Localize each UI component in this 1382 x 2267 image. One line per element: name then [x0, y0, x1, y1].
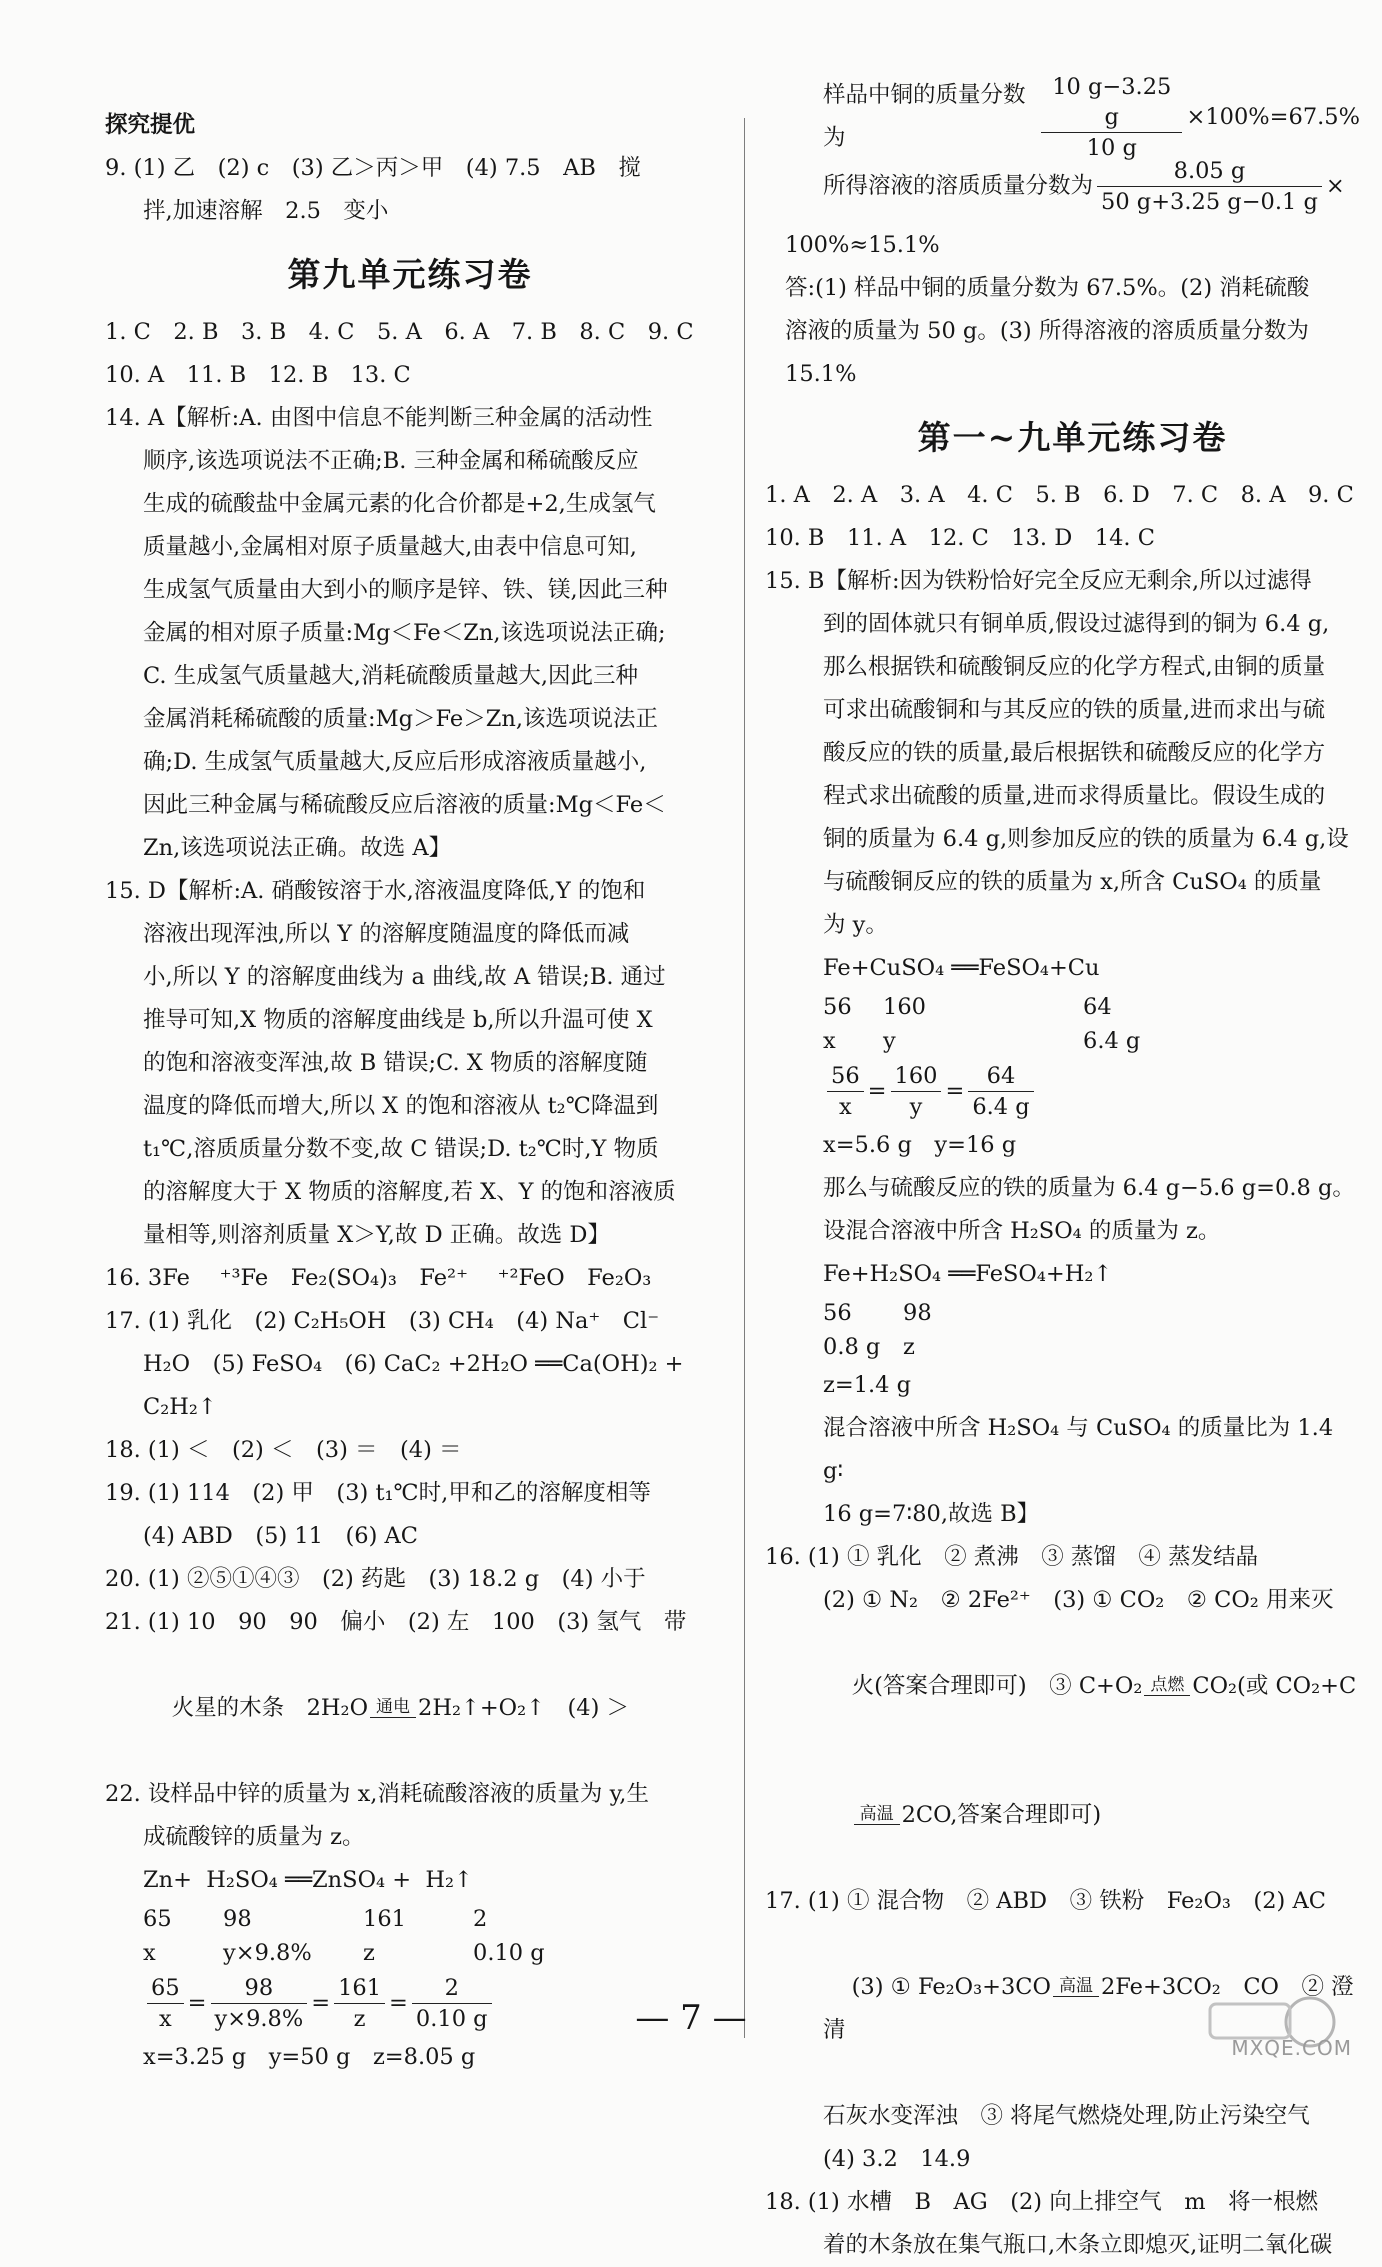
- q16-line: 16. (1) ① 乳化 ② 煮沸 ③ 蒸馏 ④ 蒸发结晶: [765, 1544, 1259, 1570]
- q15-line: 15. D【解析:A. 硝酸铵溶于水,溶液温度降低,Y 的饱和: [105, 878, 646, 904]
- watermark-text: MXQE.COM: [1231, 2036, 1352, 2060]
- fraction: [1041, 72, 1182, 163]
- fraction: [827, 1061, 864, 1122]
- q15-line: 那么根据铁和硫酸铜反应的化学方程式,由铜的质量: [823, 654, 1326, 680]
- q16-text: 2CO,答案合理即可): [901, 1802, 1102, 1828]
- answer-line: 溶液的质量为 50 g。(3) 所得溶液的溶质质量分数为: [785, 318, 1309, 344]
- q16-text: CO₂(或 CO₂+C: [1192, 1673, 1357, 1699]
- reaction-condition-text: 通电: [370, 1697, 416, 1718]
- copper-text: 样品中铜的质量分数为: [823, 82, 1026, 151]
- q17-text: 2Fe+3CO₂ CO ② 澄清: [823, 1974, 1354, 2043]
- mc-answers-line-1: 1. A 2. A 3. A 4. C 5. B 6. D 7. C 8. A 9. C: [765, 482, 1354, 508]
- mass-cell: 64: [1083, 994, 1112, 1020]
- q14-line: 确;D. 生成氢气质量越大,反应后形成溶液质量越小,: [143, 749, 647, 775]
- q17-line: 17. (1) ① 混合物 ② ABD ③ 铁粉 Fe₂O₃ (2) AC: [765, 1888, 1326, 1914]
- fraction: [891, 1061, 942, 1122]
- mid-line: 设混合溶液中所含 H₂SO₄ 的质量为 z。: [823, 1218, 1221, 1244]
- reaction-condition-text: 点燃: [1144, 1675, 1190, 1696]
- q14-line: C. 生成氢气质量越大,消耗硫酸质量越大,因此三种: [143, 663, 639, 689]
- unknown-cell: y×9.8%: [223, 1940, 312, 1966]
- reaction-condition: [1144, 1675, 1190, 1708]
- eq1-unknown-row: [785, 1024, 1360, 1058]
- q19-line: 19. (1) 114 (2) 甲 (3) t₁℃时,甲和乙的溶解度相等: [105, 1480, 651, 1506]
- unknown-cell: x: [143, 1940, 156, 1966]
- equation-2: Fe+H₂SO₄ ══FeSO₄+H₂↑: [823, 1261, 1113, 1287]
- q15-line: 溶液出现浑浊,所以 Y 的溶解度随温度的降低而减: [143, 921, 630, 947]
- numerator: 161: [334, 1973, 385, 2004]
- unknown-cell: y: [883, 1028, 896, 1054]
- fraction: [968, 1061, 1033, 1122]
- q15-line: 小,所以 Y 的溶解度曲线为 a 曲线,故 A 错误;B. 通过: [143, 964, 666, 990]
- q9-line-2: 拌,加速溶解 2.5 变小: [143, 198, 389, 224]
- copper-fraction-line: [785, 73, 1360, 161]
- q15-line: 程式求出硫酸的质量,进而求得质量比。假设生成的: [823, 783, 1326, 809]
- q17-line: 石灰水变浑浊 ③ 将尾气燃烧处理,防止污染空气: [823, 2103, 1310, 2129]
- denominator: x: [838, 1093, 852, 1120]
- q17-line: 17. (1) 乳化 (2) C₂H₅OH (3) CH₄ (4) Na⁺ Cl⁻: [105, 1308, 660, 1334]
- numerator: 56: [827, 1061, 864, 1092]
- q18-line: 18. (1) 水槽 B AG (2) 向上排空气 m 将一根燃: [765, 2189, 1319, 2215]
- q15-line: 为 y。: [823, 912, 888, 938]
- q16-text: 火(答案合理即可) ③ C+O₂: [851, 1673, 1143, 1699]
- mc-answers-line-1: 1. C 2. B 3. B 4. C 5. A 6. A 7. B 8. C 9. C: [105, 319, 694, 345]
- ratio-line: 16 g=7∶80,故选 B】: [823, 1501, 1040, 1527]
- mass-cell: 2: [473, 1906, 488, 1932]
- mass-cell: 161: [363, 1906, 406, 1932]
- mid-line: 那么与硫酸反应的铁的质量为 6.4 g−5.6 g=0.8 g。: [823, 1175, 1355, 1201]
- q15-line: 酸反应的铁的质量,最后根据铁和硫酸反应的化学方: [823, 740, 1326, 766]
- q16-line: (2) ① N₂ ② 2Fe²⁺ (3) ① CO₂ ② CO₂ 用来灭: [823, 1587, 1334, 1613]
- page-number: — 7 —: [635, 1998, 747, 2038]
- mass-cell: 56: [823, 1300, 852, 1326]
- q22-line: 成硫酸锌的质量为 z。: [143, 1824, 365, 1850]
- q22-proportion: $\frac{65}{x}$ = $\frac{98}{y\times 9.8\%}$ = $\frac{161}{z}$ = $\frac{2}{0.10 g}$: [105, 1970, 715, 2036]
- section-heading: 探究提优: [105, 112, 196, 138]
- q21-text: 2H₂↑+O₂↑ (4) ＞: [418, 1695, 630, 1721]
- q14-line: Zn,该选项说法正确。故选 A】: [143, 835, 452, 861]
- q15-line: 量相等,则溶剂质量 X＞Y,故 D 正确。故选 D】: [143, 1222, 610, 1248]
- unknown-cell: x: [823, 1028, 836, 1054]
- eq2-unknown-row: [785, 1330, 1360, 1364]
- numerator: 64: [968, 1061, 1033, 1092]
- q17-text: (3) ① Fe₂O₃+3CO: [851, 1974, 1051, 2000]
- q14-line: 金属消耗稀硫酸的质量:Mg＞Fe＞Zn,该选项说法正: [143, 706, 658, 732]
- mass-cell: 98: [903, 1300, 932, 1326]
- unit1-9-title: 第一~九单元练习卷: [917, 418, 1228, 457]
- q14-line: 生成氢气质量由大到小的顺序是锌、铁、镁,因此三种: [143, 577, 668, 603]
- eq2-mass-row: [785, 1296, 1360, 1330]
- reaction-condition: [370, 1697, 416, 1730]
- unknown-cell: z: [903, 1334, 915, 1360]
- q19-line: (4) ABD (5) 11 (6) AC: [143, 1523, 418, 1549]
- q15-line: 温度的降低而增大,所以 X 的饱和溶液从 t₂℃降温到: [143, 1093, 659, 1119]
- denominator: y: [909, 1093, 923, 1120]
- numerator: 2: [412, 1973, 492, 2004]
- denominator: 10 g: [1086, 134, 1137, 161]
- solution-text: ×: [1325, 172, 1345, 199]
- q16-line-4: [785, 1751, 1360, 1880]
- denominator: 0.10 g: [415, 2005, 488, 2032]
- q17-line: (4) 3.2 14.9: [823, 2146, 971, 2172]
- q15-line: t₁℃,溶质质量分数不变,故 C 错误;D. t₂℃时,Y 物质: [143, 1136, 659, 1162]
- equation-1: Fe+CuSO₄ ══FeSO₄+Cu: [823, 955, 1100, 981]
- q14-line: 14. A【解析:A. 由图中信息不能判断三种金属的活动性: [105, 405, 653, 431]
- q14-line: 质量越小,金属相对原子质量越大,由表中信息可知,: [143, 534, 637, 560]
- q15-line: 铜的质量为 6.4 g,则参加反应的铁的质量为 6.4 g,设: [823, 826, 1349, 852]
- denominator: 6.4 g: [972, 1093, 1030, 1120]
- mass-cell: 65: [143, 1906, 172, 1932]
- q22-equation: Zn+ H₂SO₄ ══ZnSO₄ + H₂↑: [143, 1867, 473, 1893]
- q14-line: 金属的相对原子质量:Mg＜Fe＜Zn,该选项说法正确;: [143, 620, 666, 646]
- unknown-cell: 0.10 g: [473, 1940, 545, 1966]
- reaction-condition-text: 高温: [854, 1804, 900, 1825]
- numerator: 98: [211, 1973, 308, 2004]
- q22-mass-row: [105, 1902, 715, 1936]
- q14-line: 顺序,该选项说法不正确;B. 三种金属和稀硫酸反应: [143, 448, 639, 474]
- q21-line: 21. (1) 10 90 90 偏小 (2) 左 100 (3) 氢气 带: [105, 1609, 687, 1635]
- unit9-title: 第九单元练习卷: [287, 255, 533, 294]
- q14-line: 因此三种金属与稀硫酸反应后溶液的质量:Mg＜Fe＜: [143, 792, 666, 818]
- numerator: 65: [147, 1973, 184, 2004]
- q21-text: 火星的木条 2H₂O: [171, 1695, 369, 1721]
- q21-line-2: [105, 1644, 715, 1773]
- q9-line-1: 9. (1) 乙 (2) c (3) 乙＞丙＞甲 (4) 7.5 AB 搅: [105, 155, 641, 181]
- numerator: 8.05 g: [1097, 156, 1322, 187]
- denominator: z: [353, 2005, 366, 2032]
- q15-line: 的溶解度大于 X 物质的溶解度,若 X、Y 的饱和溶液质: [143, 1179, 676, 1205]
- solution-text: 所得溶液的溶质质量分数为: [823, 172, 1094, 199]
- q16-line: 16. 3Fe ⁺³Fe Fe₂(SO₄)₃ Fe²⁺ ⁺²FeO Fe₂O₃: [105, 1265, 652, 1291]
- reaction-condition: [854, 1804, 900, 1837]
- q17-line: H₂O (5) FeSO₄ (6) CaC₂ +2H₂O ══Ca(OH)₂ +: [143, 1351, 684, 1377]
- mass-cell: 56: [823, 994, 852, 1020]
- mass-cell: 98: [223, 1906, 252, 1932]
- numerator: 160: [891, 1061, 942, 1092]
- q17-line: C₂H₂↑: [143, 1394, 217, 1420]
- q15-line: 到的固体就只有铜单质,假设过滤得到的铜为 6.4 g,: [823, 611, 1330, 637]
- unknown-cell: 0.8 g: [823, 1334, 881, 1360]
- q15-line: 与硫酸铜反应的铁的质量为 x,所含 CuSO₄ 的质量: [823, 869, 1322, 895]
- denominator: x: [158, 2005, 172, 2032]
- q22-unknown-row: [105, 1936, 715, 1970]
- mc-answers-line-2: 10. B 11. A 12. C 13. D 14. C: [765, 525, 1155, 551]
- denominator: 50 g+3.25 g−0.1 g: [1101, 188, 1318, 215]
- q16-line-3: [785, 1622, 1360, 1751]
- mc-answers-line-2: 10. A 11. B 12. B 13. C: [105, 362, 411, 388]
- q18-line: 18. (1) ＜ (2) ＜ (3) ＝ (4) ＝: [105, 1437, 462, 1463]
- q15-line: 的饱和溶液变浑浊,故 B 错误;C. X 物质的溶解度随: [143, 1050, 648, 1076]
- fraction: [1097, 156, 1322, 217]
- eq1-result: x=5.6 g y=16 g: [823, 1132, 1017, 1158]
- solution-line-2: 100%≈15.1%: [785, 232, 940, 258]
- answer-line: 15.1%: [785, 361, 857, 387]
- eq1-proportion: $\frac{56}{x}$ = $\frac{160}{y}$ = $\frac{64}{6.4 g}$: [785, 1058, 1360, 1124]
- q18-line: 着的木条放在集气瓶口,木条立即熄灭,证明二氧化碳: [823, 2232, 1333, 2258]
- q14-line: 生成的硫酸盐中金属元素的化合价都是+2,生成氢气: [143, 491, 656, 517]
- left-column: [105, 104, 715, 2079]
- mass-cell: 160: [883, 994, 926, 1020]
- numerator: 10 g−3.25 g: [1041, 72, 1182, 133]
- unknown-cell: 6.4 g: [1083, 1028, 1141, 1054]
- q15-line: 可求出硫酸铜和与其反应的铁的质量,进而求出与硫: [823, 697, 1326, 723]
- q15-line: 推导可知,X 物质的溶解度曲线是 b,所以升温可使 X: [143, 1007, 653, 1033]
- column-divider: [744, 118, 745, 2038]
- ratio-line: 混合溶液中所含 H₂SO₄ 与 CuSO₄ 的质量比为 1.4 g∶: [823, 1415, 1341, 1484]
- right-column: [765, 73, 1360, 2267]
- q20-line: 20. (1) ②⑤①④③ (2) 药匙 (3) 18.2 g (4) 小于: [105, 1566, 646, 1592]
- copper-text: ×100%=67.5%: [1186, 103, 1360, 130]
- unknown-cell: z: [363, 1940, 375, 1966]
- q15-line: 15. B【解析:因为铁粉恰好完全反应无剩余,所以过滤得: [765, 568, 1312, 594]
- eq2-result: z=1.4 g: [823, 1372, 912, 1398]
- q22-result: x=3.25 g y=50 g z=8.05 g: [143, 2044, 476, 2070]
- reaction-condition-text: 高温: [1053, 1976, 1099, 1997]
- q22-line: 22. 设样品中锌的质量为 x,消耗硫酸溶液的质量为 y,生: [105, 1781, 649, 1807]
- answer-line: 答:(1) 样品中铜的质量分数为 67.5%。(2) 消耗硫酸: [785, 275, 1310, 301]
- denominator: y×9.8%: [214, 2005, 304, 2032]
- eq1-mass-row: [785, 990, 1360, 1024]
